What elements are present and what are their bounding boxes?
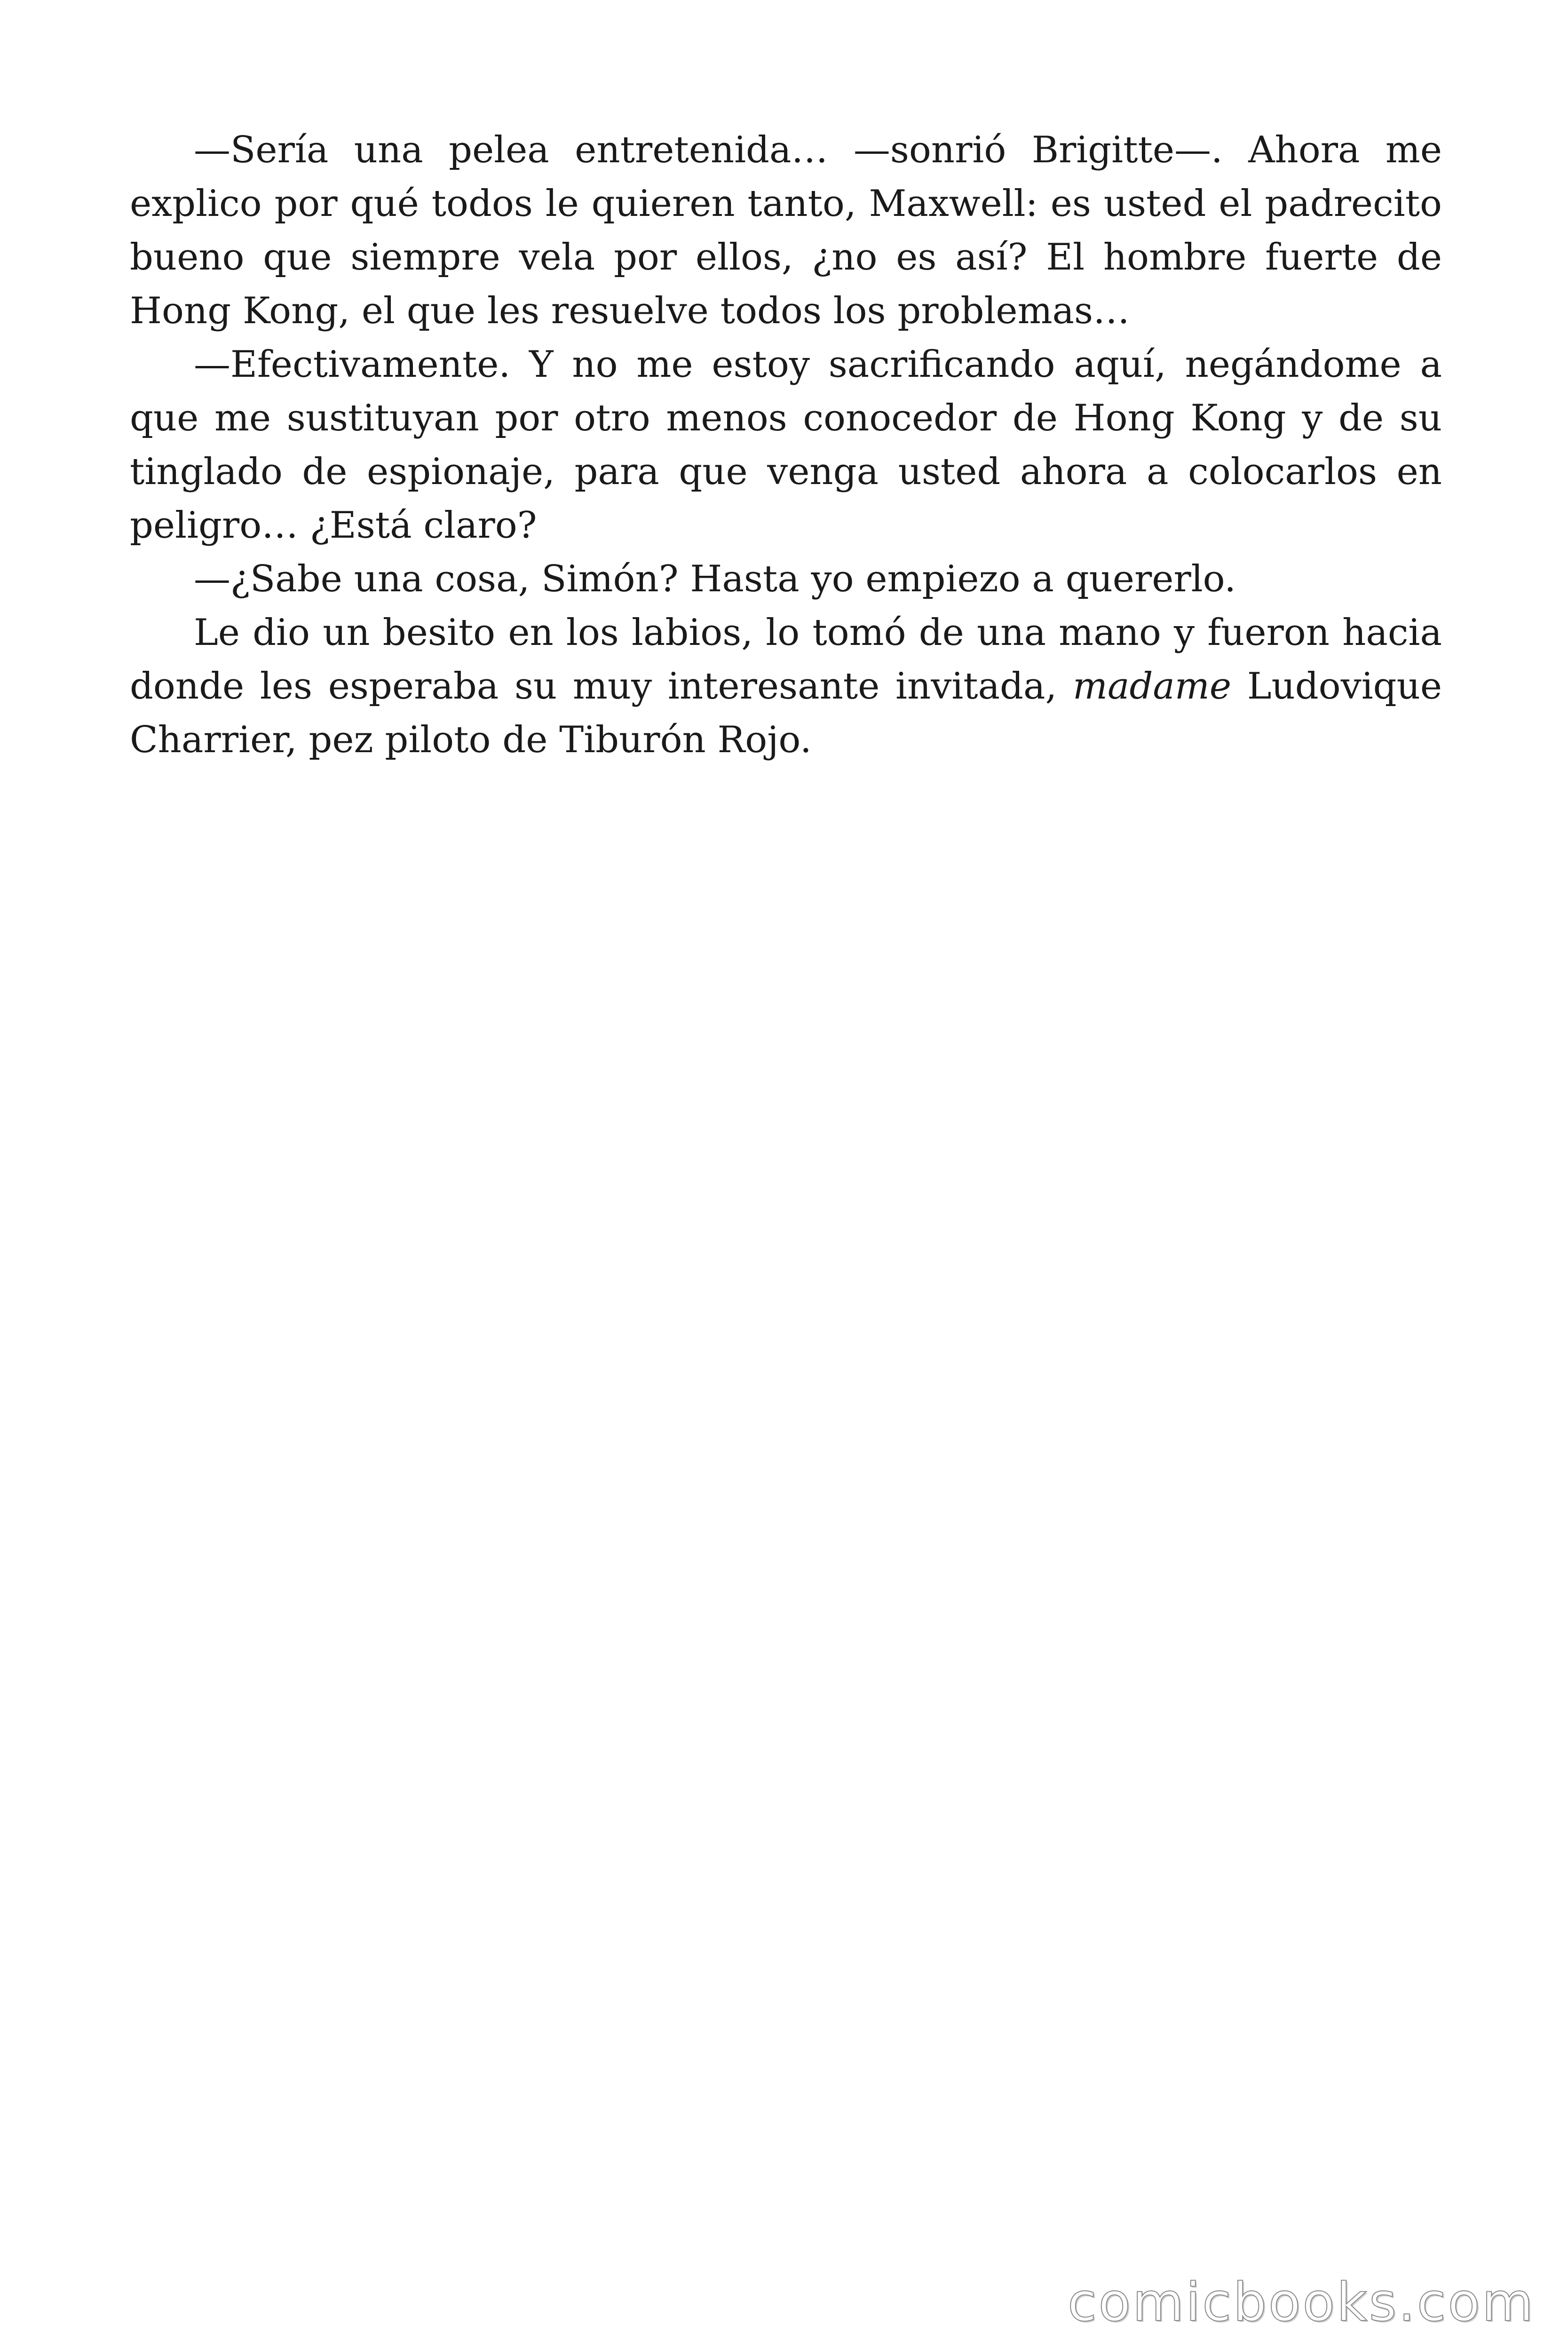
paragraph-4-emphasis: madame [1072,665,1232,707]
body-text [130,123,1442,767]
paragraph-4 [130,606,1442,767]
watermark: comicbooks.com [1067,2272,1535,2333]
paragraph-4-after: Ludovique Charrier, pez piloto de Tiburón Rojo. [130,665,1442,761]
paragraph-4-before: Le dio un besito en los labios, lo tomó de una mano y fueron hacia donde les esperaba su muy interesante invitada, [130,612,1442,707]
paragraph-3: —¿Sabe una cosa, Simón? Hasta yo empiezo a quererlo. [194,558,1236,600]
paragraph-2: —Efectivamente. Y no me estoy sacrificando aquí, negándome a que me sustituyan por otro menos conocedor de Hong Kong y de su tinglado de espionaje, para que venga usted ahora a colocarlos en peligro… ¿Está claro? [130,343,1442,547]
paragraph-1: —Sería una pelea entretenida… —sonrió Brigitte—. Ahora me explico por qué todos le quieren tanto, Maxwell: es usted el padrecito bueno que siempre vela por ellos, ¿no es así? El hombre fuerte de Hong Kong, el que les resuelve todos los problemas… [130,129,1442,332]
